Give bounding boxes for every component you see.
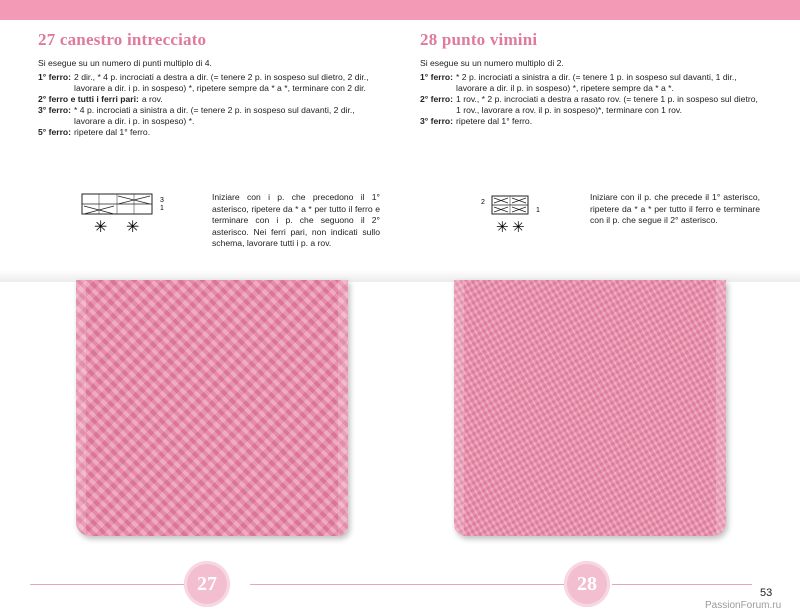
- page-number: 53: [760, 587, 773, 599]
- pattern-27-section: [38, 30, 383, 138]
- footer-rule-middle: [250, 584, 570, 585]
- top-pink-band: [0, 0, 800, 20]
- pattern-27-number-badge: 27: [184, 561, 230, 607]
- pattern-28-knit-swatch-photo: [454, 280, 726, 536]
- row-label: 2° ferro:: [420, 94, 454, 104]
- pattern-27-title: 27 canestro intrecciato: [38, 30, 207, 49]
- pattern-28-intro: Si esegue su un numero multiplo di 2.: [420, 58, 564, 68]
- pattern-28-number-badge: 28: [564, 561, 610, 607]
- footer-rule-left: [30, 584, 205, 585]
- chart-row-label: 1: [536, 207, 540, 214]
- pattern-27-intro: Si esegue su un numero di punti multiplo di 4.: [38, 58, 212, 68]
- row-text: 1 rov., * 2 p. incrociati a destra a rasato rov. (= tenere 1 p. in sospeso sul dietro, 1 rov., lavorare a rov. il p. in sospeso)*, terminare con 1 rov.: [456, 94, 758, 115]
- pattern-27-row-4: [38, 127, 383, 138]
- row-label: 2° ferro e tutti i ferri pari:: [38, 94, 139, 104]
- pattern-27-row-3: [38, 105, 383, 127]
- asterisk-icon: ✳: [496, 219, 509, 236]
- row-label: 5° ferro:: [38, 127, 72, 137]
- row-label: 3° ferro:: [420, 116, 454, 126]
- pattern-27-knit-swatch-photo: [76, 280, 348, 536]
- pattern-28-row-1: [420, 72, 765, 94]
- pattern-28-row-2: [420, 94, 765, 116]
- pattern-27-stitch-chart: [78, 190, 170, 236]
- pattern-28-stitch-chart: [480, 190, 550, 236]
- pattern-27-row-2: [38, 94, 383, 105]
- row-label: 1° ferro:: [38, 72, 72, 82]
- row-text: * 4 p. incrociati a sinistra a dir. (= tenere 2 p. in sospeso sul davanti, 2 dir., lavorare a dir. i p. in sospeso) *.: [74, 105, 355, 126]
- row-text: ripetere dal 1° ferro.: [74, 127, 151, 137]
- row-label: 3° ferro:: [38, 105, 72, 115]
- row-text: 2 dir., * 4 p. incrociati a destra a dir. (= tenere 2 p. in sospeso sul dietro, 2 dir., lavorare a dir. i p. in sospeso) *, ripetere sempre da * a *, terminare con 2 dir.: [74, 72, 369, 93]
- chart-row-label: 2: [481, 199, 485, 206]
- row-text: a rov.: [141, 94, 163, 104]
- pattern-27-row-1: [38, 72, 383, 94]
- asterisk-icon: ✳: [94, 219, 108, 236]
- pattern-28-title: 28 punto vimini: [420, 30, 538, 49]
- chart-row-label: 3: [160, 197, 164, 204]
- chart-row-label: 1: [160, 205, 164, 212]
- pattern-28-chart-note: Iniziare con il p. che precede il 1° asterisco, ripetere da * a * per tutto il ferro e terminare con il p. che segue il 2° asterisco.: [590, 192, 760, 225]
- pattern-28-section: [420, 30, 765, 127]
- row-label: 1° ferro:: [420, 72, 454, 82]
- row-text: ripetere dal 1° ferro.: [456, 116, 533, 126]
- pattern-28-row-3: [420, 116, 765, 127]
- asterisk-icon: ✳: [126, 219, 140, 236]
- asterisk-icon: ✳: [512, 219, 525, 236]
- watermark: PassionForum.ru: [705, 600, 782, 611]
- footer-rule-right: [612, 584, 752, 585]
- pattern-27-chart-note: Iniziare con i p. che precedono il 1° asterisco, ripetere da * a * per tutto il ferro e terminare con i p. che seguono il 2° asterisco. Nei ferri pari, non indicati sullo schema, lavorare tutti i p. a rov.: [212, 192, 380, 248]
- row-text: * 2 p. incrociati a sinistra a dir. (= tenere 1 p. in sospeso sul davanti, 1 dir., lavorare a dir. il p. in sospeso) *, ripetere sempre da * a *.: [456, 72, 737, 93]
